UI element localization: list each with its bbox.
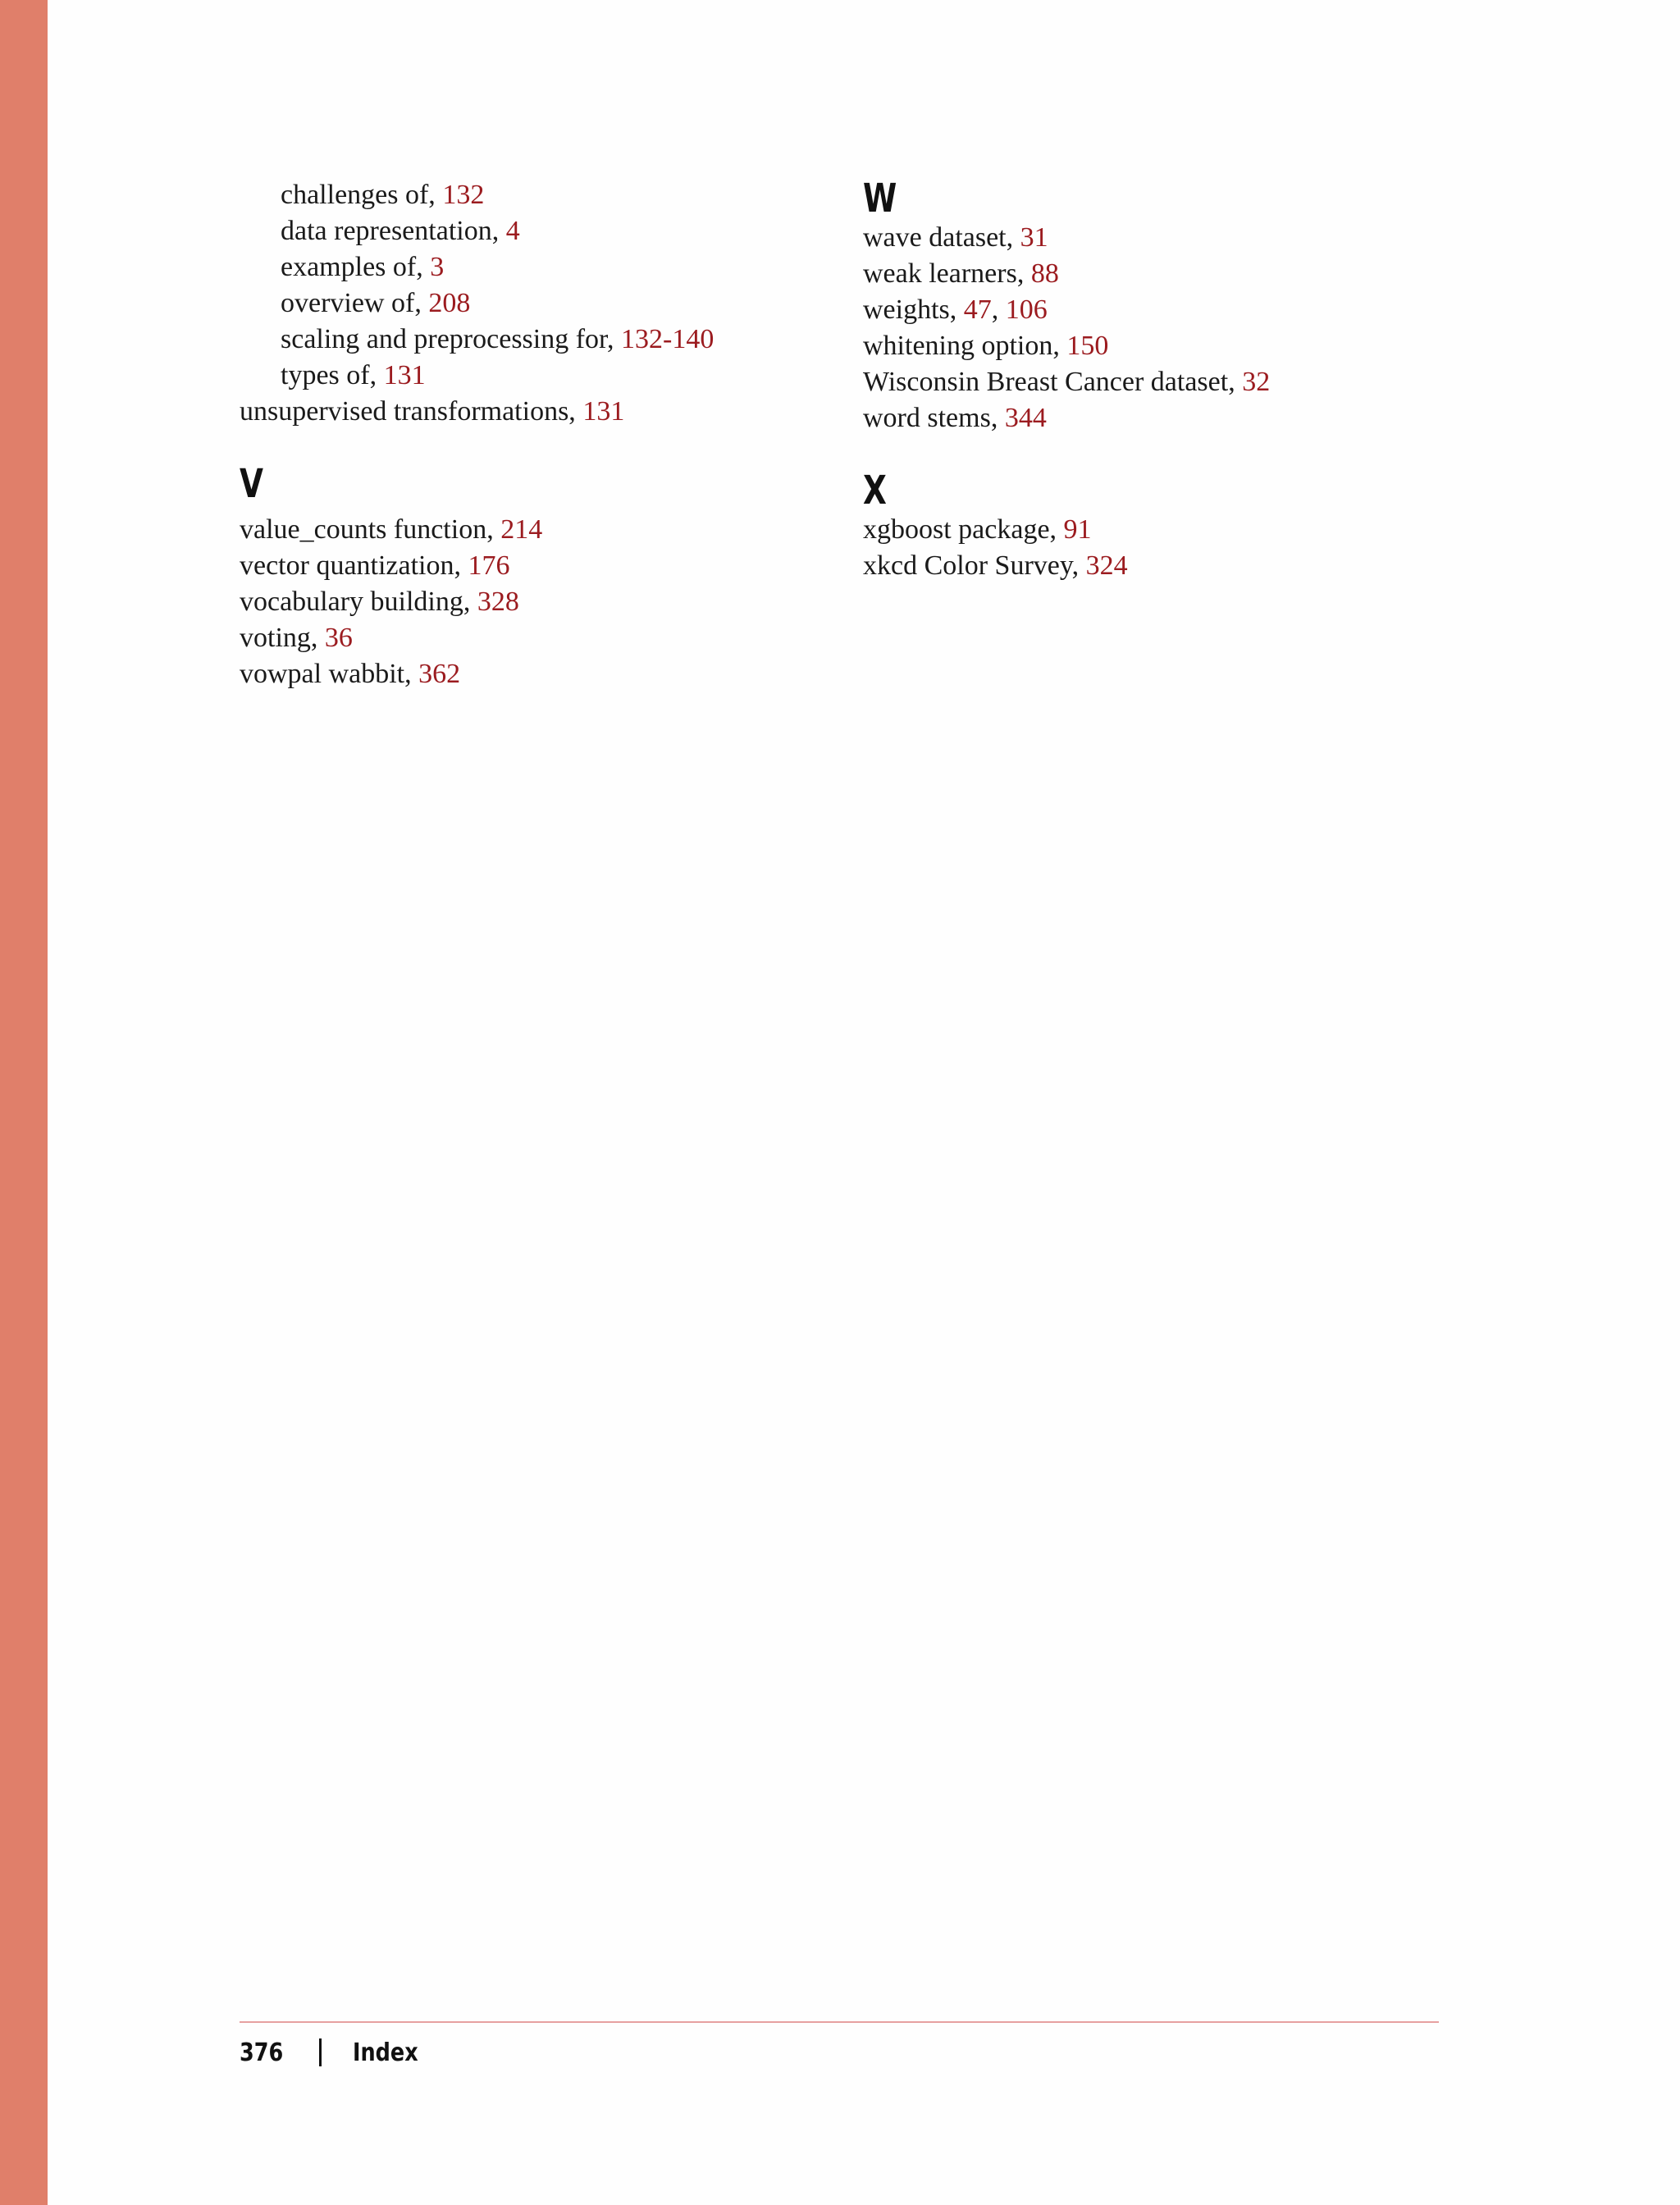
entry-term: challenges of,: [281, 180, 443, 210]
page-number: 376: [240, 2038, 284, 2067]
entry-term: weights,: [863, 294, 964, 325]
page-reference-link[interactable]: 131: [383, 360, 426, 390]
index-entry: [240, 358, 814, 394]
index-column-right: [863, 177, 1486, 584]
index-entry: [240, 249, 814, 285]
footer-separator: [319, 2038, 322, 2066]
index-entry: [863, 512, 1486, 548]
page-reference-link[interactable]: 131: [582, 396, 625, 427]
index-entry: [240, 177, 814, 213]
index-entry: [863, 548, 1486, 584]
heading-gap: [240, 505, 814, 512]
index-entry: [240, 584, 814, 620]
entry-term: xkcd Color Survey,: [863, 550, 1086, 581]
page-reference-link[interactable]: 91: [1063, 514, 1092, 545]
entry-term: vocabulary building,: [240, 587, 477, 617]
page-reference-link[interactable]: 132: [442, 180, 485, 210]
index-entry: [863, 256, 1486, 292]
section-gap: [863, 436, 1486, 469]
index-entry: [863, 292, 1486, 328]
page-reference-link[interactable]: 4: [505, 216, 520, 246]
page-reference-link[interactable]: 150: [1066, 331, 1109, 361]
side-color-band: [0, 0, 48, 2205]
page-reference-link[interactable]: 88: [1030, 258, 1059, 289]
index-entry: [240, 213, 814, 249]
entry-term: xgboost package,: [863, 514, 1064, 545]
page-reference-link[interactable]: 176: [468, 550, 510, 581]
entry-term: overview of,: [281, 288, 429, 318]
page-reference-link[interactable]: 362: [418, 659, 461, 689]
entry-term: whitening option,: [863, 331, 1067, 361]
page-reference-link[interactable]: 208: [428, 288, 471, 318]
section-gap: [240, 430, 814, 463]
index-entry: [863, 364, 1486, 400]
page-reference-link[interactable]: 32: [1242, 367, 1271, 397]
entry-term: examples of,: [281, 252, 431, 282]
index-entry: [240, 548, 814, 584]
index-entry: [240, 322, 814, 358]
page-reference-link[interactable]: 214: [500, 514, 543, 545]
index-entry: [240, 394, 814, 430]
entry-term: Wisconsin Breast Cancer dataset,: [863, 367, 1243, 397]
index-entry: [240, 512, 814, 548]
letter-heading-w: W: [863, 176, 897, 221]
page-ref-separator: ,: [991, 294, 1006, 325]
entry-term: voting,: [240, 623, 325, 653]
page-reference-link[interactable]: 3: [430, 252, 445, 282]
index-entry: [863, 400, 1486, 436]
entry-term: types of,: [281, 360, 384, 390]
entry-term: vowpal wabbit,: [240, 659, 419, 689]
entry-term: weak learners,: [863, 258, 1031, 289]
entry-term: vector quantization,: [240, 550, 468, 581]
page-reference-link[interactable]: 132-140: [621, 324, 714, 354]
page-reference-link[interactable]: 36: [324, 623, 353, 653]
page-reference-link[interactable]: 324: [1085, 550, 1128, 581]
index-entry: [863, 220, 1486, 256]
index-entry: [240, 620, 814, 656]
index-entry: [240, 285, 814, 322]
section-name: Index: [352, 2038, 418, 2067]
page-reference-link[interactable]: 31: [1020, 222, 1048, 253]
index-column-left: [240, 177, 814, 692]
page-reference-link[interactable]: 344: [1004, 403, 1047, 433]
entry-term: data representation,: [281, 216, 506, 246]
letter-heading-v: V: [240, 461, 263, 507]
entry-term: word stems,: [863, 403, 1005, 433]
page-reference-link[interactable]: 106: [1005, 294, 1048, 325]
entry-term: wave dataset,: [863, 222, 1020, 253]
index-entry: [240, 656, 814, 692]
page-footer: [240, 2034, 429, 2070]
letter-heading-x: X: [863, 468, 887, 514]
page-reference-link[interactable]: 47: [963, 294, 992, 325]
footer-rule: [240, 2021, 1439, 2023]
page-reference-link[interactable]: 328: [477, 587, 519, 617]
index-entry: [863, 328, 1486, 364]
entry-term: unsupervised transformations,: [240, 396, 583, 427]
entry-term: scaling and preprocessing for,: [281, 324, 622, 354]
entry-term: value_counts function,: [240, 514, 501, 545]
